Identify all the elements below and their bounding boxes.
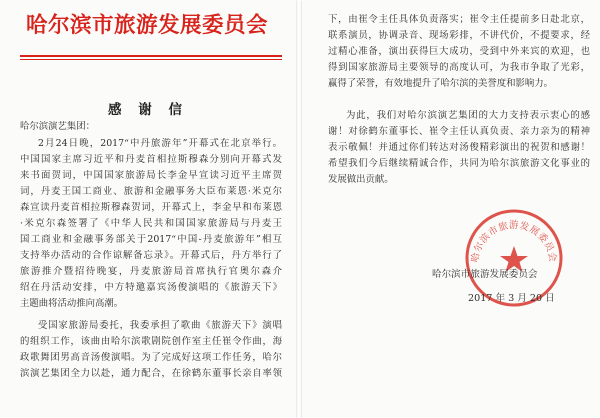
body-line: 支持举办活动的合作谅解备忘录》。开幕式后，丹方举行了 bbox=[20, 250, 282, 261]
body-line: 国工商业和金融事务部关于2017“中国-丹麦旅游年”相互 bbox=[20, 234, 282, 245]
body-line: 得到国家旅游局主要领导的高度认可，为我市争取了光彩， bbox=[328, 62, 590, 73]
salutation: 哈尔滨演艺集团： bbox=[20, 121, 96, 132]
body-line: 中国国家主席习近平和丹麦首相拉斯穆森分别向开幕式发 bbox=[20, 154, 282, 165]
body-line: 滨演艺集团全力以赴，通力配合，在徐鹤东董事长亲自率领 bbox=[20, 368, 282, 379]
body-line: 联系演员，协调录音、现场彩排，不讲代价，不提要求，经 bbox=[328, 30, 590, 41]
document-title: 感 谢 信 bbox=[108, 102, 188, 118]
body-line: 谢！对徐鹤东董事长、崔令主任认真负责、亲力亲为的精神 bbox=[328, 126, 590, 137]
letter-page-1 bbox=[0, 0, 296, 418]
body-line: 主题曲将活动推向高潮。 bbox=[20, 298, 124, 309]
body-line: ·米克尔森签署了《中华人民共和国国家旅游局与丹麦王 bbox=[20, 218, 282, 229]
letterhead-rule-bottom bbox=[20, 59, 282, 60]
letterhead-rule-top bbox=[20, 55, 282, 57]
body-line: 来书面贺词，中国国家旅游局长李金早宣读习近平主席贺 bbox=[20, 170, 282, 181]
body-line: 赢得了荣誉，有效地提升了哈尔滨的美誉度和影响力。 bbox=[328, 78, 554, 89]
body-line: 词，丹麦王国工商业、旅游和金融事务大臣布莱恩·米克尔 bbox=[20, 186, 282, 197]
body-line: 受国家旅游局委托，我委承担了歌曲《旅游天下》演唱 bbox=[38, 320, 282, 331]
body-line: 旅游推介暨招待晚宴，丹麦旅游局首席执行官奥尔森介 bbox=[20, 266, 282, 277]
body-line: 森宣读丹麦首相拉斯穆森贺词，开幕式上，李金早和布莱恩 bbox=[20, 202, 282, 213]
body-line: 发展做出贡献。 bbox=[328, 174, 394, 185]
svg-text:哈尔滨市旅游发展委员会: 哈尔滨市旅游发展委员会 bbox=[469, 220, 559, 264]
body-line: 2月24日晚，2017“中丹旅游年”开幕式在北京举行。 bbox=[38, 138, 282, 149]
body-line: 绍在丹活动安排，中方特邀嘉宾汤俊演唱的《旅游天下》 bbox=[20, 282, 282, 293]
letterhead-title: 哈尔滨市旅游发展委员会 bbox=[26, 13, 269, 38]
letter-page-2 bbox=[302, 0, 600, 418]
signature-organization: 哈尔滨市旅游发展委员会 bbox=[432, 269, 538, 280]
body-line: 表示敬佩！并通过你们转达对汤俊精彩演出的祝贺和感谢！ bbox=[328, 142, 590, 153]
body-line: 为此，我们对哈尔滨演艺集团的大力支持表示衷心的感 bbox=[346, 110, 590, 121]
body-line: 过精心准备，演出获得巨大成功，受到中外来宾的欢迎，也 bbox=[328, 46, 590, 57]
body-line: 的组织工作，该曲由哈尔滨歌剧院创作室主任崔令作曲，海 bbox=[20, 336, 282, 347]
body-line: 下，由崔令主任具体负责落实；崔令主任提前多日赴北京， bbox=[328, 14, 590, 25]
signature-date: 2017 年 3 月 20 日 bbox=[468, 293, 555, 304]
body-line: 政歌舞团男高音汤俊演唱。为了完成好这项工作任务，哈尔 bbox=[20, 352, 282, 363]
body-line: 希望我们今后继续精诚合作，共同为哈尔滨旅游文化事业的 bbox=[328, 158, 590, 169]
